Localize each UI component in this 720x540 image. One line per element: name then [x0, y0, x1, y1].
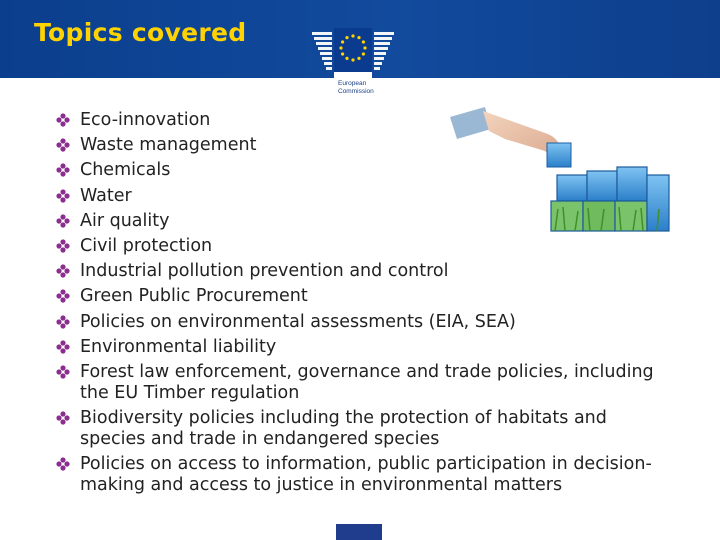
topic-list-item — [56, 261, 656, 282]
diamond-bullet-icon — [56, 163, 70, 177]
topic-list-item — [56, 312, 656, 333]
topic-list-item — [56, 408, 656, 450]
diamond-bullet-icon — [56, 411, 70, 425]
topic-label: Waste management — [80, 135, 257, 156]
diamond-bullet-icon — [56, 315, 70, 329]
diamond-bullet-icon — [56, 340, 70, 354]
topic-label: Air quality — [80, 210, 170, 231]
topic-label: Environmental liability — [80, 336, 277, 357]
topic-list-item — [56, 110, 656, 131]
diamond-bullet-icon — [56, 365, 70, 379]
topic-list-item — [56, 286, 656, 307]
diamond-bullet-icon — [56, 289, 70, 303]
topic-label: Policies on environmental assessments (EIA, SEA) — [80, 311, 516, 332]
footer-bar — [336, 524, 382, 540]
topic-label: Chemicals — [80, 160, 171, 181]
topic-label: Industrial pollution prevention and control — [80, 261, 449, 282]
diamond-bullet-icon — [56, 189, 70, 203]
diamond-bullet-icon — [56, 138, 70, 152]
page-title: Topics covered — [34, 18, 247, 47]
topic-label: Civil protection — [80, 235, 213, 256]
topic-list-item — [56, 236, 656, 257]
diamond-bullet-icon — [56, 214, 70, 228]
logo-caption-line1: European — [338, 80, 367, 87]
diamond-bullet-icon — [56, 264, 70, 278]
topic-list-item — [56, 454, 656, 496]
diamond-bullet-icon — [56, 113, 70, 127]
diamond-bullet-icon — [56, 457, 70, 471]
topic-list-item — [56, 186, 656, 207]
topic-label: Biodiversity policies including the protection of habitats and species and trade in endangered species — [80, 408, 607, 450]
topic-label: Water — [80, 185, 132, 206]
logo-caption-line2: Commission — [338, 87, 374, 95]
topics-list — [56, 110, 656, 500]
logo-caption — [338, 80, 374, 95]
topic-label: Forest law enforcement, governance and trade policies, including the EU Timber regulation — [80, 361, 654, 403]
topic-label: Policies on access to information, public participation in decision-making and access to justice in environmental matters — [80, 454, 652, 496]
topic-list-item — [56, 135, 656, 156]
diamond-bullet-icon — [56, 239, 70, 253]
topic-list-item — [56, 362, 656, 404]
topic-label: Green Public Procurement — [80, 286, 308, 307]
topic-label: Eco-innovation — [80, 110, 211, 130]
topic-list-item — [56, 337, 656, 358]
topic-list-item — [56, 211, 656, 232]
topic-list-item — [56, 160, 656, 181]
